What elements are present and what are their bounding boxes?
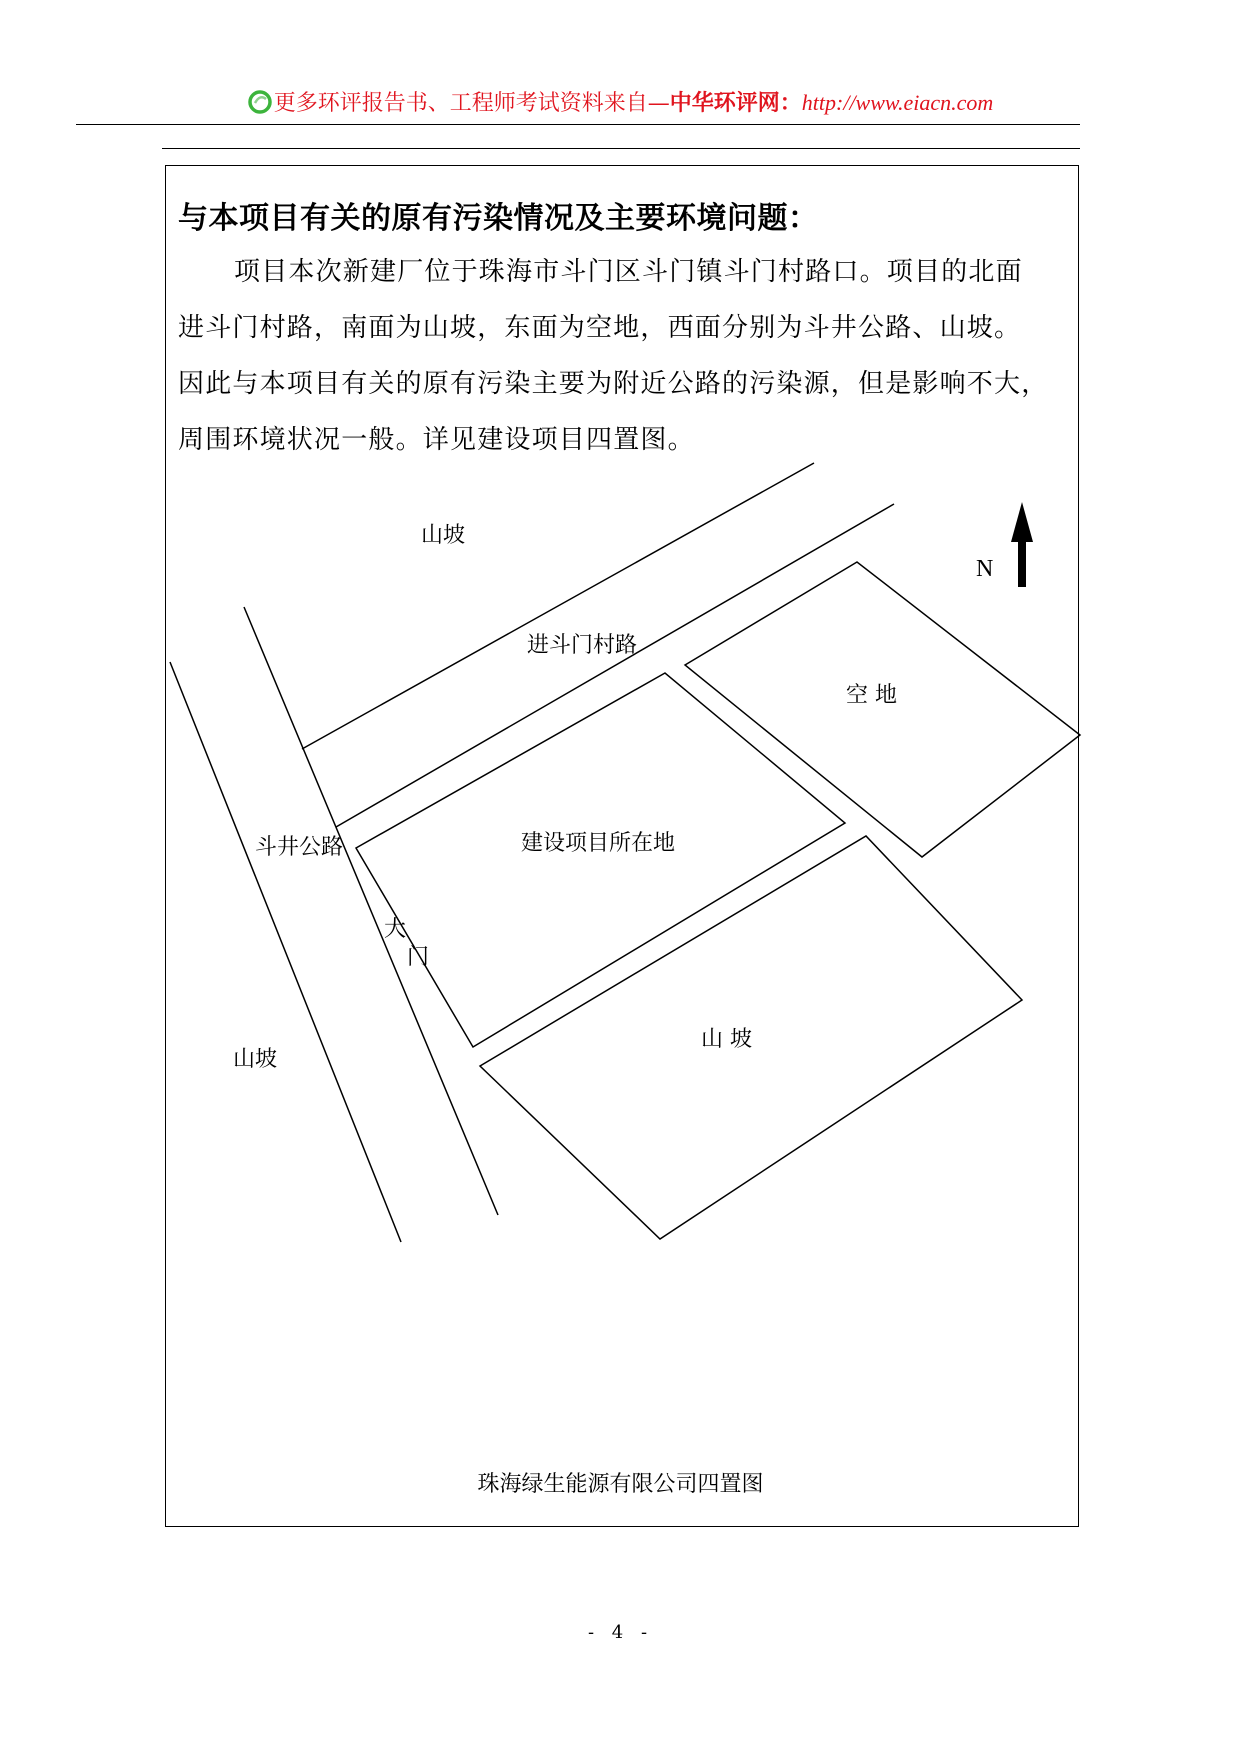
paragraph-line: 进斗门村路，南面为山坡，东面为空地，西面分别为斗井公路、山坡。 xyxy=(178,313,1022,343)
map-caption: 珠海绿生能源有限公司四置图 xyxy=(477,1472,764,1497)
paragraph-line: 周围环境状况一般。详见建设项目四置图。 xyxy=(178,425,695,455)
road-west-label: 斗井公路 xyxy=(255,835,344,860)
north-mark-label: N xyxy=(976,556,994,582)
road-north-edge-lower xyxy=(336,504,894,827)
west-hill-label: 山坡 xyxy=(233,1047,278,1072)
paragraph-line: 项目本次新建厂位于珠海市斗门区斗门镇斗门村路口。项目的北面 xyxy=(234,257,1023,287)
page-number: - 4 - xyxy=(587,1622,654,1643)
south-hill-label: 山 坡 xyxy=(701,1027,752,1052)
header-site-name: 中华环评网： xyxy=(669,90,802,116)
road-north-label: 进斗门村路 xyxy=(527,633,638,658)
header-url-link[interactable]: http://www.eiacn.com xyxy=(801,90,994,115)
vacant-land-parcel xyxy=(685,562,1080,857)
north-arrow-icon xyxy=(1011,502,1033,587)
section-heading: 与本项目有关的原有污染情况及主要环境问题： xyxy=(178,201,819,236)
header-lead-text: 更多环评报告书、工程师考试资料来自— xyxy=(273,91,670,116)
project-site-parcel xyxy=(356,673,845,1047)
gate-label-top: 大 xyxy=(384,917,407,942)
road-north-edge-upper xyxy=(302,463,814,749)
north-hill-label: 山坡 xyxy=(421,523,466,548)
project-site-label: 建设项目所在地 xyxy=(521,831,676,856)
gate-label-bottom: 门 xyxy=(407,945,430,970)
road-west-edge-right xyxy=(244,607,498,1215)
vacant-land-label: 空 地 xyxy=(846,683,897,708)
road-west-edge-left xyxy=(170,662,401,1242)
paragraph-line: 因此与本项目有关的原有污染主要为附近公路的污染源，但是影响不大， xyxy=(178,369,1049,399)
